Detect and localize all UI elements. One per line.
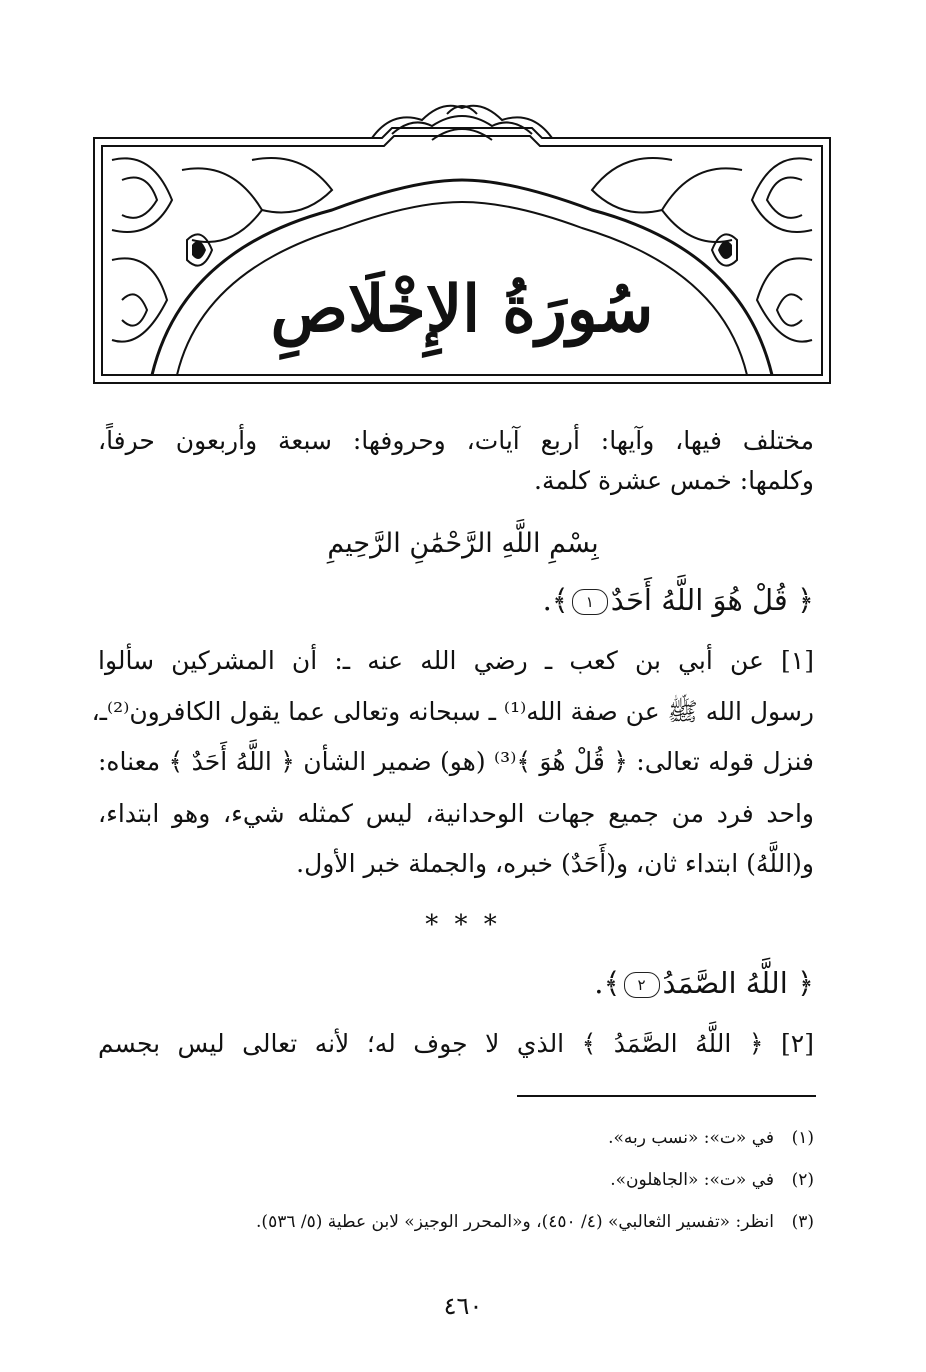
commentary-line: رسول الله ﷺ عن صفة الله⁽¹⁾ ـ سبحانه وتعالى عما يقول الكافرون⁽²⁾ـ، [91, 697, 814, 726]
ayah-close: ﴾. [594, 966, 621, 1000]
ayah-number-marker: ٢ [624, 972, 660, 998]
footnote [608, 1128, 814, 1148]
ayah-number-marker: ١ [572, 589, 608, 615]
footnote-separator [517, 1095, 816, 1097]
footnote-number: (٣) [791, 1212, 814, 1232]
commentary-paragraph [91, 646, 814, 888]
ayah-verse [594, 966, 814, 1000]
footnote [256, 1212, 814, 1232]
footnote-number: (٢) [791, 1170, 814, 1190]
intro-line: وكلمها: خمس عشرة كلمة. [534, 466, 814, 495]
commentary-line: [١] عن أبي بن كعب ـ رضي الله عنه ـ: أن المشركين سألوا [98, 646, 814, 675]
commentary-line: و(اللَّهُ) ابتداء ثان، و(أَحَدٌ) خبره، والجملة خبر الأول. [296, 849, 814, 878]
commentary-line: واحد فرد من جميع جهات الوحدانية، ليس كمثله شيء، وهو ابتداء، [98, 799, 814, 828]
footnote-text: في «ت»: «نسب ربه». [608, 1128, 774, 1148]
surah-title: سُورَةُ الإِخْلَاصِ [270, 272, 654, 347]
page-number: ٤٦٠ [443, 1292, 483, 1320]
commentary-line: [٢] ﴿ اللَّهُ الصَّمَدُ ﴾ الذي لا جوف له؛ لأنه تعالى ليس بجسم [98, 1029, 814, 1058]
surah-intro [98, 428, 814, 498]
footnote-number: (١) [791, 1128, 814, 1148]
footnote [610, 1170, 814, 1190]
ayah-text: ﴿ اللَّهُ الصَّمَدُ [662, 966, 814, 1000]
ayah-verse [543, 583, 814, 617]
ayah-close: ﴾. [542, 583, 569, 617]
footnote-text: في «ت»: «الجاهلون». [610, 1170, 774, 1190]
commentary-paragraph [98, 1031, 814, 1067]
surah-header-ornament [92, 100, 832, 385]
basmala: بِسْمِ اللَّهِ الرَّحْمَٰنِ الرَّحِيمِ [327, 528, 599, 559]
intro-line: مختلف فيها، وآيها: أربع آيات، وحروفها: سبعة وأربعون حرفاً، [98, 426, 814, 455]
footnote-text: انظر: «تفسير الثعالبي» (٤/ ٤٥٠)، و«المحرر الوجيز» لابن عطية (٥/ ٥٣٦). [256, 1212, 774, 1232]
ayah-text: ﴿ قُلْ هُوَ اللَّهُ أَحَدٌ [610, 583, 814, 617]
section-separator-stars: * * * [425, 910, 501, 940]
commentary-line: فنزل قوله تعالى: ﴿ قُلْ هُوَ ﴾⁽³⁾ (هو) ضمير الشأن ﴿ اللَّهُ أَحَدٌ ﴾ معناه: [98, 747, 814, 776]
